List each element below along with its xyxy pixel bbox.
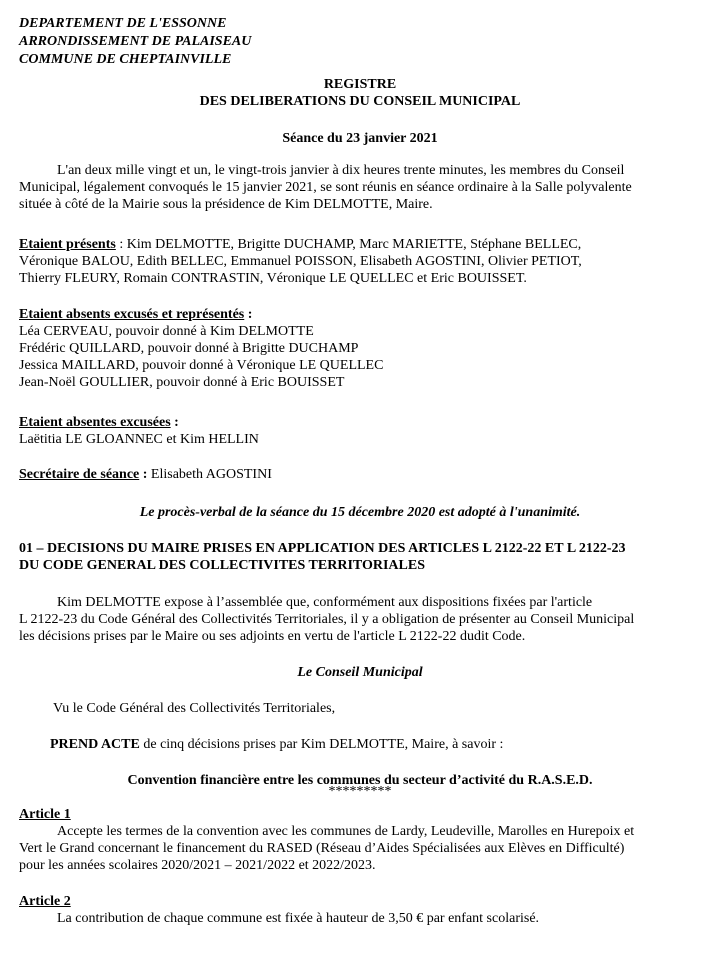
registre-line-2: DES DELIBERATIONS DU CONSEIL MUNICIPAL — [199, 94, 521, 109]
absentes-excusees-sep: : — [170, 415, 179, 430]
presents-sep: : — [115, 237, 127, 252]
presents-line-2: Véronique BALOU, Edith BELLEC, Emmanuel POISSON, Elisabeth AGOSTINI, Olivier PETIOT, — [19, 254, 582, 269]
presents-line-1: Kim DELMOTTE, Brigitte DUCHAMP, Marc MARIETTE, Stéphane BELLEC, — [126, 237, 582, 252]
presents-label: Etaient présents — [19, 237, 116, 252]
article-1-label: Article 1 — [19, 807, 71, 822]
absent-item: Léa CERVEAU, pouvoir donné à Kim DELMOTTE — [19, 324, 314, 339]
absent-item: Jessica MAILLARD, pouvoir donné à Véronique LE QUELLEC — [19, 358, 384, 373]
header-arrondissement: ARRONDISSEMENT DE PALAISEAU — [19, 34, 252, 49]
secretaire-seance — [19, 466, 701, 483]
prend-acte-label: PREND ACTE — [50, 737, 140, 752]
intro-line-3: située à côté de la Mairie sous la présidence de Kim DELMOTTE, Maire. — [19, 197, 433, 212]
expose-paragraph — [19, 594, 701, 645]
vu-text: Vu le Code Général des Collectivités Territoriales, — [53, 701, 336, 716]
absentes-excusees-text: Laëtitia LE GLOANNEC et Kim HELLIN — [19, 432, 259, 447]
absent-item: Frédéric QUILLARD, pouvoir donné à Brigitte DUCHAMP — [19, 341, 359, 356]
article-2 — [19, 893, 701, 927]
article-2-line: La contribution de chaque commune est fixée à hauteur de 3,50 € par enfant scolarisé. — [57, 911, 540, 926]
intro-paragraph — [19, 162, 701, 213]
document-header — [19, 15, 701, 69]
article-2-label: Article 2 — [19, 894, 71, 909]
presents-paragraph — [19, 236, 701, 287]
expose-line-3: les décisions prises par le Maire ou ses adjoints en vertu de l'article L 2122-22 dudit Code. — [19, 629, 526, 644]
prend-acte-paragraph — [19, 736, 701, 753]
absents-representes-label: Etaient absents excusés et représentés — [19, 307, 245, 322]
vu-paragraph — [19, 700, 701, 717]
stars-separator: ********* — [328, 784, 392, 799]
article-1 — [19, 806, 701, 874]
article-1-line-3: pour les années scolaires 2020/2021 – 2021/2022 et 2022/2023. — [19, 858, 376, 873]
section-01-title — [19, 540, 701, 574]
article-1-line-1: Accepte les termes de la convention avec les communes de Lardy, Leudeville, Marolles en Hurepoix et — [57, 824, 635, 839]
presents-line-3: Thierry FLEURY, Romain CONTRASTIN, Véronique LE QUELLEC et Eric BOUISSET. — [19, 271, 527, 286]
expose-line-2: L 2122-23 du Code Général des Collectivités Territoriales, il y a obligation de présenter au Conseil Municipal — [19, 612, 635, 627]
intro-line-2: Municipal, légalement convoqués le 15 janvier 2021, se sont réunis en séance ordinaire à la Salle polyvalente — [19, 180, 632, 195]
header-departement: DEPARTEMENT DE L'ESSONNE — [19, 16, 227, 31]
absentes-excusees-label: Etaient absentes excusées — [19, 415, 171, 430]
absents-representes-sep: : — [244, 307, 253, 322]
conseil-municipal-heading: Le Conseil Municipal — [297, 665, 423, 680]
section-01-title-line-1: 01 – DECISIONS DU MAIRE PRISES EN APPLICATION DES ARTICLES L 2122-22 ET L 2122-23 — [19, 541, 626, 556]
prend-acte-text: de cinq décisions prises par Kim DELMOTTE, Maire, à savoir : — [139, 737, 504, 752]
intro-line-1: L'an deux mille vingt et un, le vingt-trois janvier à dix heures trente minutes, les membres du Conseil — [57, 163, 625, 178]
absentes-excusees — [19, 414, 701, 448]
absent-item: Jean-Noël GOULLIER, pouvoir donné à Eric BOUISSET — [19, 375, 345, 390]
secretaire-label: Secrétaire de séance — [19, 467, 140, 482]
registre-line-1: REGISTRE — [323, 77, 397, 92]
header-commune: COMMUNE DE CHEPTAINVILLE — [19, 52, 232, 67]
expose-line-1: Kim DELMOTTE expose à l’assemblée que, conformément aux dispositions fixées par l'article — [57, 595, 593, 610]
registre-title — [19, 76, 701, 110]
convention-title: Convention financière entre les communes du secteur d’activité du R.A.S.E.D. — [127, 773, 593, 788]
pv-adoption: Le procès-verbal de la séance du 15 décembre 2020 est adopté à l'unanimité. — [139, 505, 581, 520]
section-01-title-line-2: DU CODE GENERAL DES COLLECTIVITES TERRITORIALES — [19, 558, 425, 573]
secretaire-sep: : — [139, 467, 151, 482]
article-1-line-2: Vert le Grand concernant le financement du RASED (Réseau d’Aides Spécialisées aux Elèves en Difficulté) — [19, 841, 625, 856]
secretaire-name: Elisabeth AGOSTINI — [150, 467, 272, 482]
seance-date: Séance du 23 janvier 2021 — [282, 131, 438, 146]
absents-representes — [19, 306, 701, 391]
